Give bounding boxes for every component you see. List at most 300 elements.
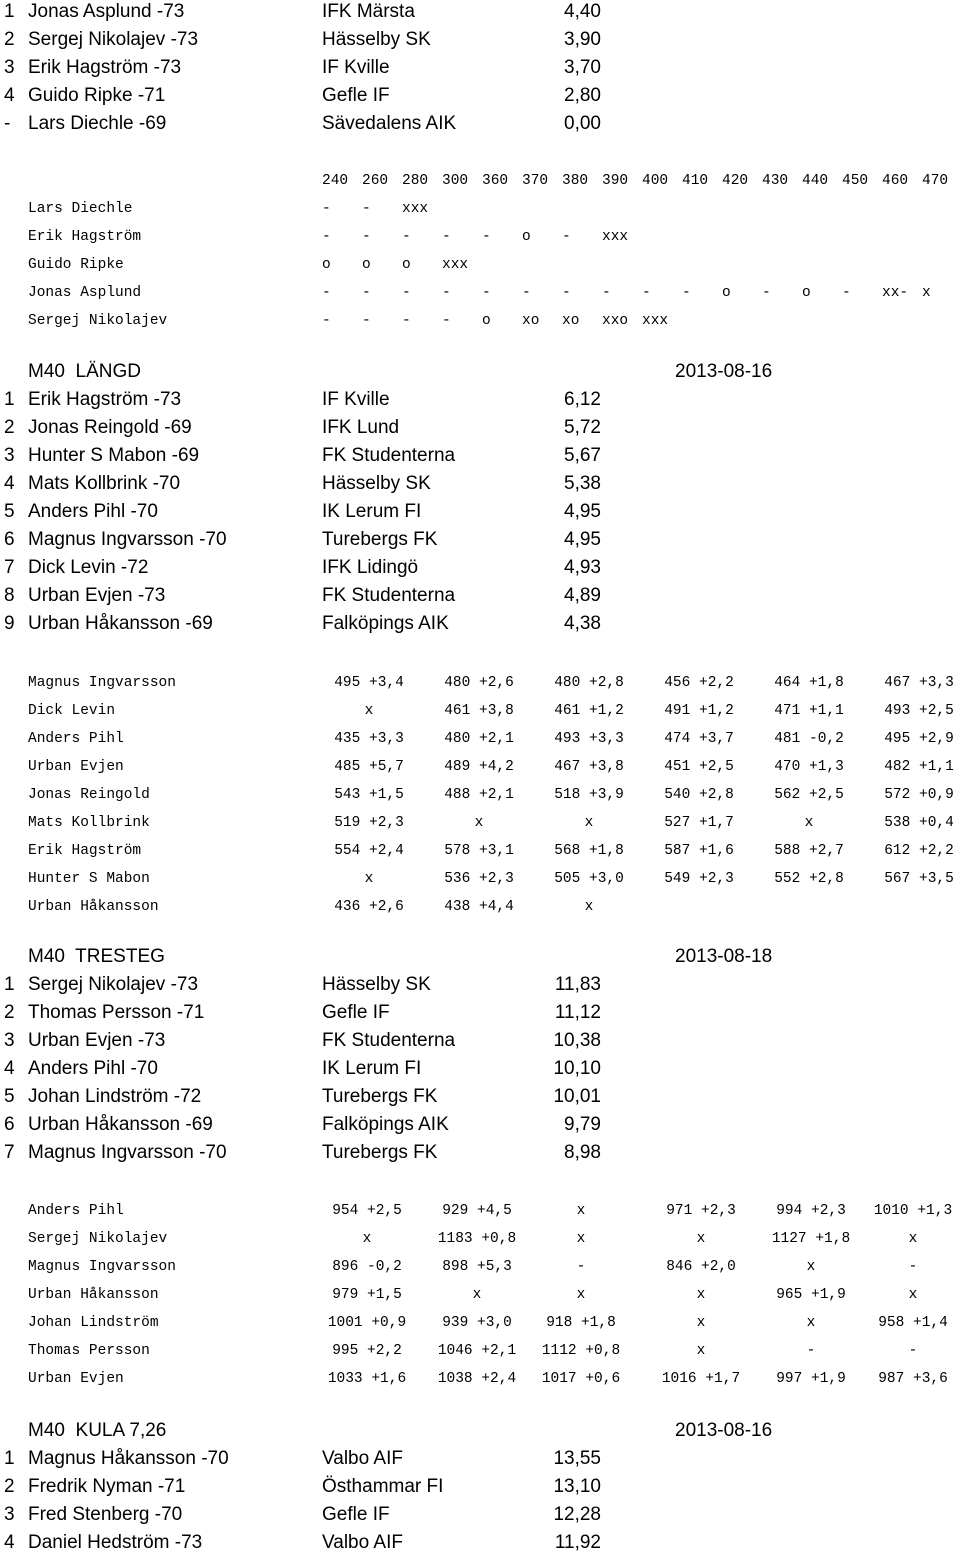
- attempt-mark: -: [762, 285, 771, 301]
- result-row: [0, 528, 960, 552]
- attempt-mark: o: [402, 257, 411, 273]
- place: 3: [4, 57, 15, 78]
- attempt: x: [806, 1259, 816, 1275]
- club: IK Lerum FI: [322, 501, 422, 522]
- attempt-mark: -: [442, 285, 451, 301]
- attempt: 491 +1,2: [664, 703, 734, 719]
- attempt: 480 +2,1: [444, 731, 514, 747]
- attempt: 467 +3,3: [884, 675, 954, 691]
- height-value: 300: [442, 173, 469, 189]
- attempt: 929 +4,5: [442, 1203, 512, 1219]
- attempt-mark: -: [322, 285, 331, 301]
- athlete-name: Jonas Reingold -69: [28, 417, 192, 438]
- result-value: 10,38: [553, 1030, 601, 1051]
- place: 6: [4, 529, 15, 550]
- height-value: 420: [722, 173, 749, 189]
- event-header: [0, 360, 960, 384]
- attempt: 470 +1,3: [774, 759, 844, 775]
- attempt-mark: o: [722, 285, 731, 301]
- athlete-name: Thomas Persson -71: [28, 1002, 205, 1023]
- attempt: 1112 +0,8: [541, 1343, 621, 1359]
- result-row: [0, 584, 960, 608]
- height-value: 390: [602, 173, 629, 189]
- attempt-mark: xxx: [442, 257, 469, 273]
- attempt: 436 +2,6: [334, 899, 404, 915]
- attempt: 1038 +2,4: [437, 1371, 517, 1387]
- athlete-name: Magnus Ingvarsson: [28, 675, 176, 691]
- club: Turebergs FK: [322, 1086, 438, 1107]
- attempt-mark: -: [602, 285, 611, 301]
- attempt: 965 +1,9: [776, 1287, 846, 1303]
- attempt: 995 +2,2: [332, 1343, 402, 1359]
- attempt: -: [806, 1343, 816, 1359]
- attempt: 435 +3,3: [334, 731, 404, 747]
- attempt: 846 +2,0: [666, 1259, 736, 1275]
- result-value: 8,98: [564, 1142, 601, 1163]
- attempt: 464 +1,8: [774, 675, 844, 691]
- series-row: [0, 866, 960, 890]
- athlete-name: Sergej Nikolajev -73: [28, 29, 199, 50]
- result-row: [0, 1531, 960, 1555]
- attempt: 467 +3,8: [554, 759, 624, 775]
- attempt: -: [908, 1259, 918, 1275]
- place: 2: [4, 417, 15, 438]
- attempt: x: [584, 815, 594, 831]
- attempt: 538 +0,4: [884, 815, 954, 831]
- result-value: 9,79: [564, 1114, 601, 1135]
- attempt: 518 +3,9: [554, 787, 624, 803]
- club: IFK Lund: [322, 417, 400, 438]
- athlete-name: Urban Evjen: [28, 1371, 124, 1387]
- result-row: [0, 1085, 960, 1109]
- height-value: 240: [322, 173, 349, 189]
- event-header: [0, 1419, 960, 1443]
- result-row: [0, 612, 960, 636]
- attempt-mark: -: [322, 313, 331, 329]
- place: 9: [4, 613, 15, 634]
- athlete-name: Jonas Reingold: [28, 787, 150, 803]
- club: Gefle IF: [322, 1002, 390, 1023]
- attempt: 451 +2,5: [664, 759, 734, 775]
- athlete-name: Magnus Ingvarsson -70: [28, 529, 227, 550]
- attempt: 994 +2,3: [776, 1203, 846, 1219]
- athlete-name: Guido Ripke: [28, 257, 124, 273]
- attempt-mark: -: [362, 313, 371, 329]
- club: IFK Märsta: [322, 1, 415, 22]
- place: 5: [4, 1086, 15, 1107]
- attempt: x: [576, 1203, 586, 1219]
- club: Gefle IF: [322, 85, 390, 106]
- athlete-name: Magnus Håkansson -70: [28, 1448, 229, 1469]
- place: 4: [4, 85, 15, 106]
- series-row: [0, 1282, 960, 1306]
- athlete-name: Fredrik Nyman -71: [28, 1476, 186, 1497]
- result-value: 5,72: [564, 417, 601, 438]
- place: 4: [4, 473, 15, 494]
- result-row: [0, 1113, 960, 1137]
- athlete-name: Magnus Ingvarsson -70: [28, 1142, 227, 1163]
- result-row: [0, 1141, 960, 1165]
- attempt: x: [584, 899, 594, 915]
- athlete-name: Urban Håkansson: [28, 899, 159, 915]
- club: IF Kville: [322, 57, 390, 78]
- result-row: [0, 1503, 960, 1527]
- place: 7: [4, 1142, 15, 1163]
- attempt: 612 +2,2: [884, 843, 954, 859]
- attempt-mark: -: [322, 229, 331, 245]
- result-row: [0, 472, 960, 496]
- attempt: -: [908, 1343, 918, 1359]
- result-value: 4,95: [564, 529, 601, 550]
- attempt: x: [696, 1231, 706, 1247]
- athlete-name: Fred Stenberg -70: [28, 1504, 183, 1525]
- club: Hässelby SK: [322, 974, 431, 995]
- club: IFK Lidingö: [322, 557, 419, 578]
- attempt: 997 +1,9: [776, 1371, 846, 1387]
- series-row: [0, 782, 960, 806]
- athlete-name: Sergej Nikolajev: [28, 1231, 168, 1247]
- result-value: 12,28: [553, 1504, 601, 1525]
- attempt: 939 +3,0: [442, 1315, 512, 1331]
- attempt-mark: o: [522, 229, 531, 245]
- attempt: 1183 +0,8: [437, 1231, 517, 1247]
- club: Turebergs FK: [322, 529, 438, 550]
- attempt: 527 +1,7: [664, 815, 734, 831]
- attempt: 480 +2,6: [444, 675, 514, 691]
- athlete-name: Johan Lindström -72: [28, 1086, 202, 1107]
- attempt: 979 +1,5: [332, 1287, 402, 1303]
- attempt: x: [696, 1287, 706, 1303]
- attempt: 588 +2,7: [774, 843, 844, 859]
- result-value: 4,95: [564, 501, 601, 522]
- athlete-name: Lars Diechle -69: [28, 113, 167, 134]
- attempt-mark: o: [362, 257, 371, 273]
- height-value: 450: [842, 173, 869, 189]
- attempt: x: [474, 815, 484, 831]
- result-value: 6,12: [564, 389, 601, 410]
- club: Falköpings AIK: [322, 613, 449, 634]
- athlete-name: Erik Hagström: [28, 229, 142, 245]
- attempt: 540 +2,8: [664, 787, 734, 803]
- attempt: 482 +1,1: [884, 759, 954, 775]
- attempt: 1017 +0,6: [541, 1371, 621, 1387]
- athlete-name: Sergej Nikolajev -73: [28, 974, 199, 995]
- attempt-mark: x: [922, 285, 931, 301]
- result-row: [0, 1475, 960, 1499]
- athlete-name: Jonas Asplund: [28, 285, 142, 301]
- result-value: 11,92: [554, 1532, 601, 1553]
- attempt-mark: -: [362, 229, 371, 245]
- attempt: 1010 +1,3: [873, 1203, 953, 1219]
- result-value: 5,67: [564, 445, 601, 466]
- athlete-name: Erik Hagström -73: [28, 389, 182, 410]
- result-row: [0, 500, 960, 524]
- result-value: 4,93: [564, 557, 601, 578]
- result-row: [0, 444, 960, 468]
- attempt: 488 +2,1: [444, 787, 514, 803]
- club: FK Studenterna: [322, 445, 456, 466]
- athlete-name: Mats Kollbrink: [28, 815, 150, 831]
- athlete-name: Magnus Ingvarsson: [28, 1259, 176, 1275]
- attempt: x: [362, 1231, 372, 1247]
- attempt: 438 +4,4: [444, 899, 514, 915]
- height-value: 360: [482, 173, 509, 189]
- result-row: [0, 1029, 960, 1053]
- result-row: [0, 973, 960, 997]
- athlete-name: Guido Ripke -71: [28, 85, 166, 106]
- athlete-name: Urban Håkansson: [28, 1287, 159, 1303]
- attempt-mark: xxx: [602, 229, 629, 245]
- event-date: 2013-08-16: [675, 1420, 773, 1441]
- attempt: 1033 +1,6: [327, 1371, 407, 1387]
- attempt-mark: -: [402, 285, 411, 301]
- height-row: [0, 308, 960, 332]
- athlete-name: Urban Håkansson -69: [28, 1114, 213, 1135]
- athlete-name: Anders Pihl: [28, 1203, 124, 1219]
- club: FK Studenterna: [322, 1030, 456, 1051]
- height-value: 260: [362, 173, 389, 189]
- attempt-mark: xxo: [602, 313, 629, 329]
- attempt: x: [696, 1315, 706, 1331]
- result-value: 4,38: [564, 613, 601, 634]
- height-value: 430: [762, 173, 789, 189]
- attempt: 572 +0,9: [884, 787, 954, 803]
- attempt: 519 +2,3: [334, 815, 404, 831]
- attempt: x: [576, 1231, 586, 1247]
- height-value: 440: [802, 173, 829, 189]
- place: 2: [4, 1002, 15, 1023]
- series-row: [0, 810, 960, 834]
- attempt: x: [806, 1315, 816, 1331]
- result-row: [0, 0, 960, 24]
- attempt: 896 -0,2: [332, 1259, 402, 1275]
- attempt: 493 +2,5: [884, 703, 954, 719]
- result-row: [0, 1057, 960, 1081]
- attempt: 552 +2,8: [774, 871, 844, 887]
- attempt-mark: -: [562, 229, 571, 245]
- athlete-name: Lars Diechle: [28, 201, 133, 217]
- club: Sävedalens AIK: [322, 113, 457, 134]
- attempt-mark: -: [842, 285, 851, 301]
- attempt: 898 +5,3: [442, 1259, 512, 1275]
- attempt: 456 +2,2: [664, 675, 734, 691]
- place: 2: [4, 29, 15, 50]
- result-row: [0, 388, 960, 412]
- series-row: [0, 1366, 960, 1390]
- attempt: 489 +4,2: [444, 759, 514, 775]
- attempt-mark: -: [402, 229, 411, 245]
- attempt: 578 +3,1: [444, 843, 514, 859]
- height-row: [0, 252, 960, 276]
- series-row: [0, 726, 960, 750]
- result-value: 3,70: [564, 57, 601, 78]
- attempt: 971 +2,3: [666, 1203, 736, 1219]
- height-value: 410: [682, 173, 709, 189]
- series-row: [0, 1226, 960, 1250]
- height-value: 460: [882, 173, 909, 189]
- attempt-mark: o: [482, 313, 491, 329]
- attempt-mark: -: [362, 285, 371, 301]
- club: Turebergs FK: [322, 1142, 438, 1163]
- attempt-mark: -: [682, 285, 691, 301]
- athlete-name: Sergej Nikolajev: [28, 313, 168, 329]
- event-date: 2013-08-16: [675, 361, 773, 382]
- result-value: 0,00: [564, 113, 601, 134]
- result-value: 10,01: [553, 1086, 601, 1107]
- result-row: [0, 56, 960, 80]
- attempt-mark: -: [442, 313, 451, 329]
- athlete-name: Johan Lindström: [28, 1315, 159, 1331]
- result-value: 4,40: [564, 1, 601, 22]
- place: 1: [4, 1448, 15, 1469]
- attempt-mark: -: [642, 285, 651, 301]
- series-row: [0, 754, 960, 778]
- result-row: [0, 1447, 960, 1471]
- attempt: 958 +1,4: [878, 1315, 948, 1331]
- series-row: [0, 1254, 960, 1278]
- attempt: 1046 +2,1: [437, 1343, 517, 1359]
- athlete-name: Urban Evjen: [28, 759, 124, 775]
- result-value: 11,12: [554, 1002, 601, 1023]
- series-row: [0, 894, 960, 918]
- attempt: 918 +1,8: [546, 1315, 616, 1331]
- attempt: 587 +1,6: [664, 843, 734, 859]
- place: 4: [4, 1532, 15, 1553]
- height-row: [0, 224, 960, 248]
- attempt: 505 +3,0: [554, 871, 624, 887]
- place: 1: [4, 389, 15, 410]
- attempt: x: [576, 1287, 586, 1303]
- series-row: [0, 670, 960, 694]
- result-value: 5,38: [564, 473, 601, 494]
- height-value: 400: [642, 173, 669, 189]
- attempt-mark: -: [562, 285, 571, 301]
- club: Östhammar FI: [322, 1476, 444, 1497]
- series-row: [0, 1198, 960, 1222]
- attempt: x: [908, 1287, 918, 1303]
- attempt-mark: xx-: [882, 285, 909, 301]
- attempt-mark: xxx: [402, 201, 429, 217]
- event-header: [0, 945, 960, 969]
- attempt-mark: -: [402, 313, 411, 329]
- athlete-name: Dick Levin: [28, 703, 116, 719]
- place: 6: [4, 1114, 15, 1135]
- athlete-name: Anders Pihl -70: [28, 501, 158, 522]
- athlete-name: Hunter S Mabon -69: [28, 445, 200, 466]
- attempt-mark: -: [322, 201, 331, 217]
- event-date: 2013-08-18: [675, 946, 773, 967]
- athlete-name: Mats Kollbrink -70: [28, 473, 181, 494]
- attempt: 987 +3,6: [878, 1371, 948, 1387]
- series-row: [0, 838, 960, 862]
- place: 4: [4, 1058, 15, 1079]
- result-value: 13,55: [553, 1448, 601, 1469]
- attempt: 568 +1,8: [554, 843, 624, 859]
- attempt: 461 +3,8: [444, 703, 514, 719]
- athlete-name: Urban Evjen -73: [28, 585, 166, 606]
- athlete-name: Urban Evjen -73: [28, 1030, 166, 1051]
- athlete-name: Dick Levin -72: [28, 557, 149, 578]
- attempt: 480 +2,8: [554, 675, 624, 691]
- height-value: 380: [562, 173, 589, 189]
- club: FK Studenterna: [322, 585, 456, 606]
- attempt: x: [364, 871, 374, 887]
- athlete-name: Hunter S Mabon: [28, 871, 150, 887]
- place: 3: [4, 1030, 15, 1051]
- result-row: [0, 112, 960, 136]
- event-title: M40 KULA 7,26: [28, 1420, 167, 1441]
- attempt-mark: xxx: [642, 313, 669, 329]
- club: Valbo AIF: [322, 1532, 403, 1553]
- result-row: [0, 84, 960, 108]
- attempt: 495 +2,9: [884, 731, 954, 747]
- place: 3: [4, 1504, 15, 1525]
- athlete-name: Daniel Hedström -73: [28, 1532, 203, 1553]
- club: Falköpings AIK: [322, 1114, 449, 1135]
- athlete-name: Anders Pihl: [28, 731, 124, 747]
- attempt: 461 +1,2: [554, 703, 624, 719]
- attempt: x: [696, 1343, 706, 1359]
- attempt: 474 +3,7: [664, 731, 734, 747]
- series-row: [0, 1338, 960, 1362]
- attempt-mark: -: [482, 285, 491, 301]
- result-row: [0, 556, 960, 580]
- event-title: M40 TRESTEG: [28, 946, 165, 967]
- attempt-mark: -: [442, 229, 451, 245]
- height-value: 470: [922, 173, 949, 189]
- place: 5: [4, 501, 15, 522]
- result-value: 2,80: [564, 85, 601, 106]
- attempt: 1016 +1,7: [661, 1371, 741, 1387]
- attempt: 549 +2,3: [664, 871, 734, 887]
- attempt: 493 +3,3: [554, 731, 624, 747]
- attempt: x: [364, 703, 374, 719]
- place: 3: [4, 445, 15, 466]
- athlete-name: Jonas Asplund -73: [28, 1, 185, 22]
- attempt-mark: xo: [522, 313, 540, 329]
- attempt: -: [576, 1259, 586, 1275]
- height-header: [0, 168, 960, 192]
- place: 2: [4, 1476, 15, 1497]
- result-row: [0, 416, 960, 440]
- club: Gefle IF: [322, 1504, 390, 1525]
- place: 1: [4, 1, 15, 22]
- athlete-name: Thomas Persson: [28, 1343, 150, 1359]
- athlete-name: Erik Hagström -73: [28, 57, 182, 78]
- place: -: [4, 113, 11, 134]
- attempt: x: [804, 815, 814, 831]
- attempt: 495 +3,4: [334, 675, 404, 691]
- attempt-mark: -: [522, 285, 531, 301]
- result-value: 10,10: [553, 1058, 601, 1079]
- result-value: 3,90: [564, 29, 601, 50]
- result-row: [0, 28, 960, 52]
- attempt-mark: -: [362, 201, 371, 217]
- athlete-name: Erik Hagström: [28, 843, 142, 859]
- attempt: 562 +2,5: [774, 787, 844, 803]
- attempt: 554 +2,4: [334, 843, 404, 859]
- height-row: [0, 280, 960, 304]
- athlete-name: Anders Pihl -70: [28, 1058, 158, 1079]
- height-value: 370: [522, 173, 549, 189]
- attempt: 536 +2,3: [444, 871, 514, 887]
- attempt: x: [472, 1287, 482, 1303]
- athlete-name: Urban Håkansson -69: [28, 613, 213, 634]
- result-row: [0, 1001, 960, 1025]
- club: Hässelby SK: [322, 473, 431, 494]
- attempt: 485 +5,7: [334, 759, 404, 775]
- attempt-mark: -: [482, 229, 491, 245]
